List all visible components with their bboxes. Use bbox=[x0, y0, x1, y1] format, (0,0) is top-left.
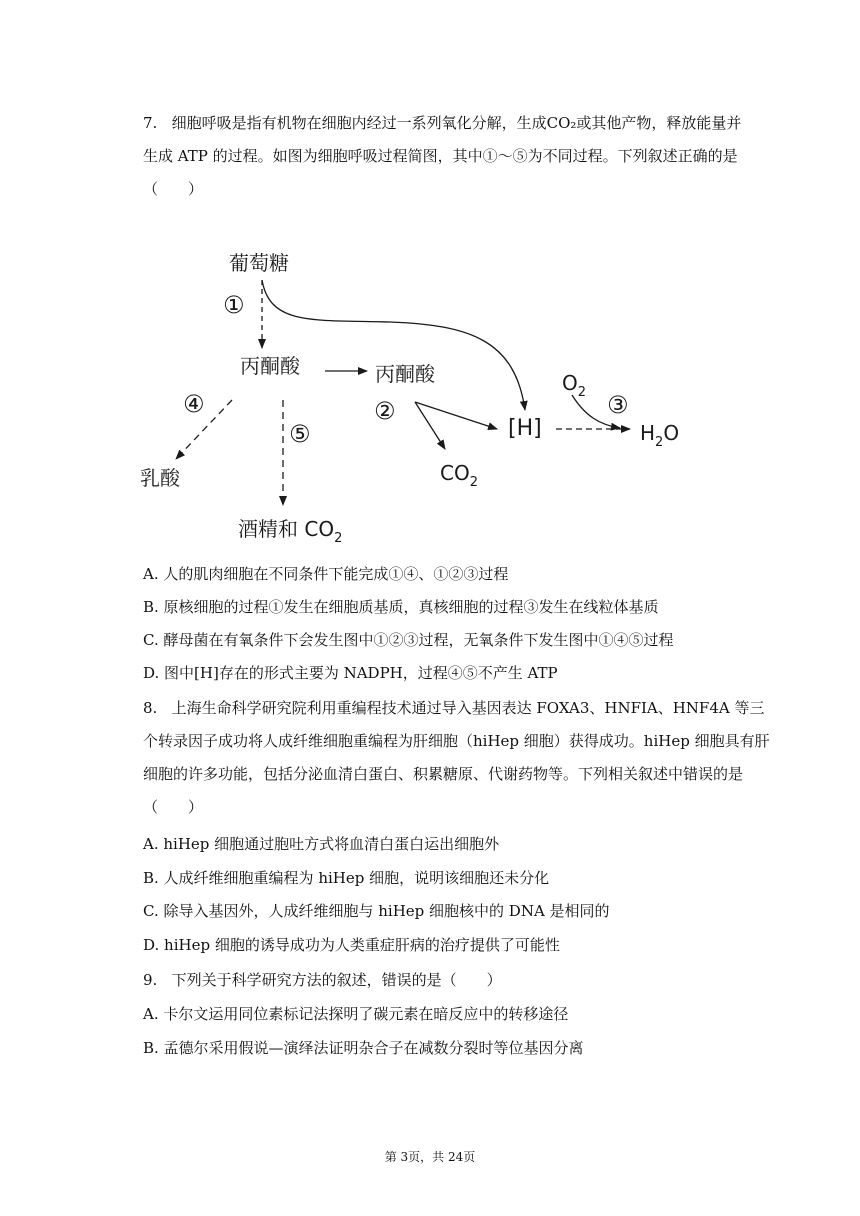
page-footer: 第 3页，共 24页 bbox=[384, 1150, 476, 1164]
q7-option-c: C. 酵母菌在有氧条件下会发生图中①②③过程，无氧条件下发生图中①④⑤过程 bbox=[143, 631, 674, 649]
arrow-step-2-co2 bbox=[415, 402, 445, 449]
h-label: [H] bbox=[508, 416, 542, 441]
q8-option-d: D. hiHep 细胞的诱导成功为人类重症肝病的治疗提供了可能性 bbox=[143, 936, 560, 954]
q9-stem-line-1: 下列关于科学研究方法的叙述，错误的是（ ） bbox=[171, 971, 502, 989]
lactic-acid-label: 乳酸 bbox=[140, 466, 180, 490]
pyruvate-label-1: 丙酮酸 bbox=[240, 354, 300, 378]
q7-option-d: D. 图中[H]存在的形式主要为 NADPH，过程④⑤不产生 ATP bbox=[143, 664, 558, 682]
alcohol-co2-label: 酒精和 $CO_2$ bbox=[238, 517, 343, 546]
arrow-step-2-h bbox=[415, 402, 497, 429]
q7-number: 7. bbox=[143, 114, 158, 132]
q9-option-b: B. 孟德尔采用假说—演绎法证明杂合子在减数分裂时等位基因分离 bbox=[143, 1039, 584, 1057]
q7-line-1 bbox=[143, 112, 741, 133]
o2-label: $O_2$ bbox=[562, 371, 587, 400]
step-1-label: ① bbox=[223, 291, 245, 319]
q8-option-b: B. 人成纤维细胞重编程为 hiHep 细胞，说明该细胞还未分化 bbox=[143, 869, 550, 887]
step-5-label: ⑤ bbox=[289, 420, 311, 448]
h2o-label: $H_2O$ bbox=[640, 421, 680, 450]
q9-option-a: A. 卡尔文运用同位素标记法探明了碳元素在暗反应中的转移途径 bbox=[143, 1005, 569, 1023]
step-4-label: ④ bbox=[183, 390, 205, 418]
step-3-label: ③ bbox=[607, 391, 629, 419]
q7-stem-line-1: 细胞呼吸是指有机物在细胞内经过一系列氧化分解，生成CO₂或其他产物，释放能量并 bbox=[171, 114, 742, 132]
q7-option-b: B. 原核细胞的过程①发生在细胞质基质，真核细胞的过程③发生在线粒体基质 bbox=[143, 598, 659, 616]
q8-option-a: A. hiHep 细胞通过胞吐方式将血清白蛋白运出细胞外 bbox=[143, 835, 500, 853]
q8-option-c: C. 除导入基因外，人成纤维细胞与 hiHep 细胞核中的 DNA 是相同的 bbox=[143, 902, 610, 920]
arrow-glucose-to-h bbox=[262, 280, 525, 410]
q9-number: 9. bbox=[143, 971, 158, 989]
step-2-label: ② bbox=[374, 397, 396, 425]
q7-stem-line-2: 生成 ATP 的过程。如图为细胞呼吸过程简图，其中①～⑤为不同过程。下列叙述正确的是 bbox=[143, 147, 738, 165]
q7-stem-line-3: （ ） bbox=[143, 180, 204, 198]
pyruvate-label-2: 丙酮酸 bbox=[375, 362, 435, 386]
q8-stem-line-4: （ ） bbox=[143, 798, 204, 816]
q8-stem-line-2: 个转录因子成功将人成纤维细胞重编程为肝细胞（hiHep 细胞）获得成功。hiHep 细胞具有肝 bbox=[143, 732, 770, 750]
glucose-label: 葡萄糖 bbox=[229, 251, 289, 275]
q7-option-a: A. 人的肌肉细胞在不同条件下能完成①④、①②③过程 bbox=[143, 565, 509, 583]
q8-number: 8. bbox=[143, 699, 158, 717]
co2-label: $CO_2$ bbox=[440, 461, 478, 490]
q8-stem-line-1: 上海生命科学研究院利用重编程技术通过导入基因表达 FOXA3、HNFIA、HNF4A 等三 bbox=[171, 699, 765, 717]
q8-stem-line-3: 细胞的许多功能，包括分泌血清白蛋白、积累糖原、代谢药物等。下列相关叙述中错误的是 bbox=[143, 765, 744, 783]
q8-line-1 bbox=[143, 697, 765, 718]
q9-line-1 bbox=[143, 969, 502, 990]
cell-respiration-diagram bbox=[0, 230, 860, 560]
